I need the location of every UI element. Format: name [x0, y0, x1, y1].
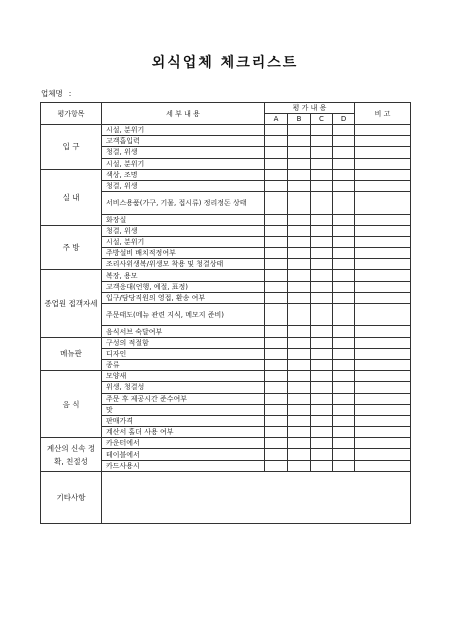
detail-item: 종류	[102, 359, 265, 370]
detail-item: 화장실	[102, 214, 265, 225]
rating-c-cell[interactable]	[311, 248, 333, 259]
rating-a-cell[interactable]	[265, 248, 288, 259]
detail-item: 맛	[102, 404, 265, 415]
rating-d-cell[interactable]	[333, 460, 355, 471]
rating-d-cell[interactable]	[333, 304, 355, 326]
rating-b-cell[interactable]	[288, 169, 311, 180]
detail-item: 고객흡입력	[102, 136, 265, 147]
note-cell[interactable]	[355, 415, 411, 426]
checklist-row	[41, 337, 411, 348]
note-cell[interactable]	[355, 125, 411, 136]
rating-c-cell[interactable]	[311, 326, 333, 337]
checklist-row	[41, 270, 411, 281]
rating-d-cell[interactable]	[333, 359, 355, 370]
detail-item: 주문태도(메뉴 관련 지식, 메모지 준비)	[102, 304, 265, 326]
grade-b-header: B	[288, 114, 311, 125]
rating-a-cell[interactable]	[265, 259, 288, 270]
rating-a-cell[interactable]	[265, 359, 288, 370]
rating-b-cell[interactable]	[288, 225, 311, 236]
rating-b-cell[interactable]	[288, 382, 311, 393]
rating-b-cell[interactable]	[288, 192, 311, 214]
rating-c-cell[interactable]	[311, 415, 333, 426]
detail-item: 음식서브 숙달여부	[102, 326, 265, 337]
rating-c-cell[interactable]	[311, 270, 333, 281]
detail-item: 카운터에서	[102, 438, 265, 449]
rating-d-cell[interactable]	[333, 292, 355, 303]
company-label: 업체명	[41, 89, 63, 98]
checklist-row	[41, 371, 411, 382]
rating-c-cell[interactable]	[311, 348, 333, 359]
rating-b-cell[interactable]	[288, 359, 311, 370]
note-cell[interactable]	[355, 304, 411, 326]
document-title: 외식업체 체크리스트	[151, 55, 299, 71]
detail-item: 판매가격	[102, 415, 265, 426]
note-cell[interactable]	[355, 427, 411, 438]
note-cell[interactable]	[355, 326, 411, 337]
grade-c-header: C	[311, 114, 333, 125]
detail-item: 카드사용시	[102, 460, 265, 471]
rating-a-cell[interactable]	[265, 236, 288, 247]
rating-d-cell[interactable]	[333, 147, 355, 158]
rating-a-cell[interactable]	[265, 404, 288, 415]
checklist-row	[41, 225, 411, 236]
note-cell[interactable]	[355, 359, 411, 370]
rating-c-cell[interactable]	[311, 147, 333, 158]
rating-c-cell[interactable]	[311, 292, 333, 303]
rating-a-cell[interactable]	[265, 292, 288, 303]
detail-item: 복장, 용모	[102, 270, 265, 281]
checklist-table	[40, 102, 411, 524]
rating-b-cell[interactable]	[288, 292, 311, 303]
category-cell: 메뉴판	[41, 337, 102, 371]
rating-d-cell[interactable]	[333, 427, 355, 438]
rating-d-cell[interactable]	[333, 236, 355, 247]
note-cell[interactable]	[355, 348, 411, 359]
detail-item: 색상, 조명	[102, 169, 265, 180]
rating-b-cell[interactable]	[288, 270, 311, 281]
header-row	[41, 103, 411, 114]
rating-a-cell[interactable]	[265, 449, 288, 460]
detail-item: 주문 후 제공시간 준수여부	[102, 393, 265, 404]
detail-item: 위생, 청결성	[102, 382, 265, 393]
note-cell[interactable]	[355, 438, 411, 449]
checklist-body	[41, 103, 411, 524]
rating-d-cell[interactable]	[333, 326, 355, 337]
note-cell[interactable]	[355, 236, 411, 247]
rating-a-cell[interactable]	[265, 125, 288, 136]
rating-c-cell[interactable]	[311, 236, 333, 247]
rating-b-cell[interactable]	[288, 337, 311, 348]
rating-b-cell[interactable]	[288, 415, 311, 426]
grade-a-header: A	[265, 114, 288, 125]
rating-c-cell[interactable]	[311, 359, 333, 370]
rating-d-cell[interactable]	[333, 180, 355, 191]
detail-item: 고객응대(언행, 예절, 표정)	[102, 281, 265, 292]
rating-a-cell[interactable]	[265, 147, 288, 158]
other-remarks-label: 기타사항	[41, 471, 102, 523]
rating-b-cell[interactable]	[288, 125, 311, 136]
note-cell[interactable]	[355, 460, 411, 471]
detail-item: 입구/담당직원의 영접, 환송 여부	[102, 292, 265, 303]
category-cell: 종업원 접객자세	[41, 270, 102, 337]
note-cell[interactable]	[355, 225, 411, 236]
rating-c-cell[interactable]	[311, 382, 333, 393]
rating-a-cell[interactable]	[265, 158, 288, 169]
rating-c-cell[interactable]	[311, 180, 333, 191]
rating-c-cell[interactable]	[311, 192, 333, 214]
rating-d-cell[interactable]	[333, 438, 355, 449]
rating-b-cell[interactable]	[288, 393, 311, 404]
rating-a-cell[interactable]	[265, 382, 288, 393]
rating-b-cell[interactable]	[288, 404, 311, 415]
detail-item: 청결, 위생	[102, 225, 265, 236]
rating-c-cell[interactable]	[311, 427, 333, 438]
category-cell: 음 식	[41, 371, 102, 438]
detail-item: 서비스용품(가구, 기물, 접시류) 정리정돈 상태	[102, 192, 265, 214]
rating-a-cell[interactable]	[265, 192, 288, 214]
note-cell[interactable]	[355, 449, 411, 460]
rating-b-cell[interactable]	[288, 326, 311, 337]
detail-item: 시설, 분위기	[102, 236, 265, 247]
rating-b-cell[interactable]	[288, 281, 311, 292]
rating-a-cell[interactable]	[265, 371, 288, 382]
rating-c-cell[interactable]	[311, 214, 333, 225]
company-name-field[interactable]	[41, 88, 71, 99]
note-cell[interactable]	[355, 158, 411, 169]
rating-a-cell[interactable]	[265, 136, 288, 147]
rating-d-cell[interactable]	[333, 192, 355, 214]
rating-d-cell[interactable]	[333, 371, 355, 382]
rating-b-cell[interactable]	[288, 136, 311, 147]
grade-d-header: D	[333, 114, 355, 125]
rating-c-cell[interactable]	[311, 460, 333, 471]
rating-c-cell[interactable]	[311, 169, 333, 180]
rating-d-cell[interactable]	[333, 136, 355, 147]
detail-item: 테이블에서	[102, 449, 265, 460]
rating-a-cell[interactable]	[265, 304, 288, 326]
category-cell: 실 내	[41, 169, 102, 225]
rating-c-cell[interactable]	[311, 281, 333, 292]
header-detail: 세 부 내 용	[102, 103, 265, 125]
rating-b-cell[interactable]	[288, 449, 311, 460]
rating-d-cell[interactable]	[333, 125, 355, 136]
detail-item: 청결, 위생	[102, 180, 265, 191]
rating-d-cell[interactable]	[333, 281, 355, 292]
note-cell[interactable]	[355, 248, 411, 259]
detail-item: 조리사위생복/위생모 착용 및 청결상태	[102, 259, 265, 270]
category-cell: 주 방	[41, 225, 102, 270]
rating-c-cell[interactable]	[311, 337, 333, 348]
rating-c-cell[interactable]	[311, 393, 333, 404]
detail-item: 구성의 적절함	[102, 337, 265, 348]
note-cell[interactable]	[355, 393, 411, 404]
rating-d-cell[interactable]	[333, 214, 355, 225]
rating-b-cell[interactable]	[288, 180, 311, 191]
rating-a-cell[interactable]	[265, 225, 288, 236]
rating-b-cell[interactable]	[288, 236, 311, 247]
rating-b-cell[interactable]	[288, 147, 311, 158]
rating-c-cell[interactable]	[311, 225, 333, 236]
rating-a-cell[interactable]	[265, 180, 288, 191]
rating-b-cell[interactable]	[288, 304, 311, 326]
other-remarks-row	[41, 471, 411, 523]
rating-d-cell[interactable]	[333, 415, 355, 426]
checklist-row	[41, 438, 411, 449]
rating-b-cell[interactable]	[288, 427, 311, 438]
rating-d-cell[interactable]	[333, 393, 355, 404]
category-cell: 계산의 신속 정확, 친절성	[41, 438, 102, 472]
note-cell[interactable]	[355, 136, 411, 147]
detail-item: 계산서 홀더 사용 여부	[102, 427, 265, 438]
note-cell[interactable]	[355, 270, 411, 281]
note-cell[interactable]	[355, 404, 411, 415]
rating-a-cell[interactable]	[265, 427, 288, 438]
note-cell[interactable]	[355, 214, 411, 225]
note-cell[interactable]	[355, 259, 411, 270]
rating-a-cell[interactable]	[265, 393, 288, 404]
company-colon: :	[68, 89, 72, 98]
note-cell[interactable]	[355, 371, 411, 382]
rating-c-cell[interactable]	[311, 449, 333, 460]
rating-b-cell[interactable]	[288, 158, 311, 169]
other-remarks-field[interactable]	[102, 471, 411, 523]
rating-a-cell[interactable]	[265, 337, 288, 348]
rating-d-cell[interactable]	[333, 337, 355, 348]
detail-item: 디자인	[102, 348, 265, 359]
rating-c-cell[interactable]	[311, 438, 333, 449]
rating-a-cell[interactable]	[265, 438, 288, 449]
rating-b-cell[interactable]	[288, 371, 311, 382]
detail-item: 모양새	[102, 371, 265, 382]
rating-a-cell[interactable]	[265, 415, 288, 426]
rating-d-cell[interactable]	[333, 382, 355, 393]
rating-b-cell[interactable]	[288, 259, 311, 270]
header-note: 비 고	[355, 103, 411, 125]
category-cell: 입 구	[41, 125, 102, 170]
rating-a-cell[interactable]	[265, 348, 288, 359]
note-cell[interactable]	[355, 337, 411, 348]
rating-c-cell[interactable]	[311, 304, 333, 326]
rating-b-cell[interactable]	[288, 460, 311, 471]
rating-b-cell[interactable]	[288, 438, 311, 449]
rating-d-cell[interactable]	[333, 248, 355, 259]
rating-d-cell[interactable]	[333, 449, 355, 460]
rating-c-cell[interactable]	[311, 404, 333, 415]
rating-c-cell[interactable]	[311, 125, 333, 136]
note-cell[interactable]	[355, 147, 411, 158]
rating-a-cell[interactable]	[265, 281, 288, 292]
note-cell[interactable]	[355, 192, 411, 214]
checklist-row	[41, 125, 411, 136]
rating-d-cell[interactable]	[333, 348, 355, 359]
rating-d-cell[interactable]	[333, 225, 355, 236]
rating-d-cell[interactable]	[333, 270, 355, 281]
rating-b-cell[interactable]	[288, 348, 311, 359]
detail-item: 청결, 위생	[102, 147, 265, 158]
rating-c-cell[interactable]	[311, 158, 333, 169]
rating-a-cell[interactable]	[265, 169, 288, 180]
detail-item: 주방설비 배치적정여부	[102, 248, 265, 259]
header-category: 평가항목	[41, 103, 102, 125]
rating-d-cell[interactable]	[333, 404, 355, 415]
rating-d-cell[interactable]	[333, 158, 355, 169]
note-cell[interactable]	[355, 180, 411, 191]
note-cell[interactable]	[355, 292, 411, 303]
note-cell[interactable]	[355, 382, 411, 393]
rating-c-cell[interactable]	[311, 136, 333, 147]
rating-a-cell[interactable]	[265, 270, 288, 281]
rating-d-cell[interactable]	[333, 259, 355, 270]
rating-d-cell[interactable]	[333, 169, 355, 180]
rating-a-cell[interactable]	[265, 214, 288, 225]
rating-c-cell[interactable]	[311, 259, 333, 270]
rating-b-cell[interactable]	[288, 248, 311, 259]
rating-a-cell[interactable]	[265, 326, 288, 337]
note-cell[interactable]	[355, 169, 411, 180]
rating-b-cell[interactable]	[288, 214, 311, 225]
checklist-row	[41, 169, 411, 180]
rating-a-cell[interactable]	[265, 460, 288, 471]
detail-item: 시설, 분위기	[102, 158, 265, 169]
rating-c-cell[interactable]	[311, 371, 333, 382]
note-cell[interactable]	[355, 281, 411, 292]
header-rating: 평 가 내 용	[265, 103, 355, 114]
detail-item: 시설, 분위기	[102, 125, 265, 136]
